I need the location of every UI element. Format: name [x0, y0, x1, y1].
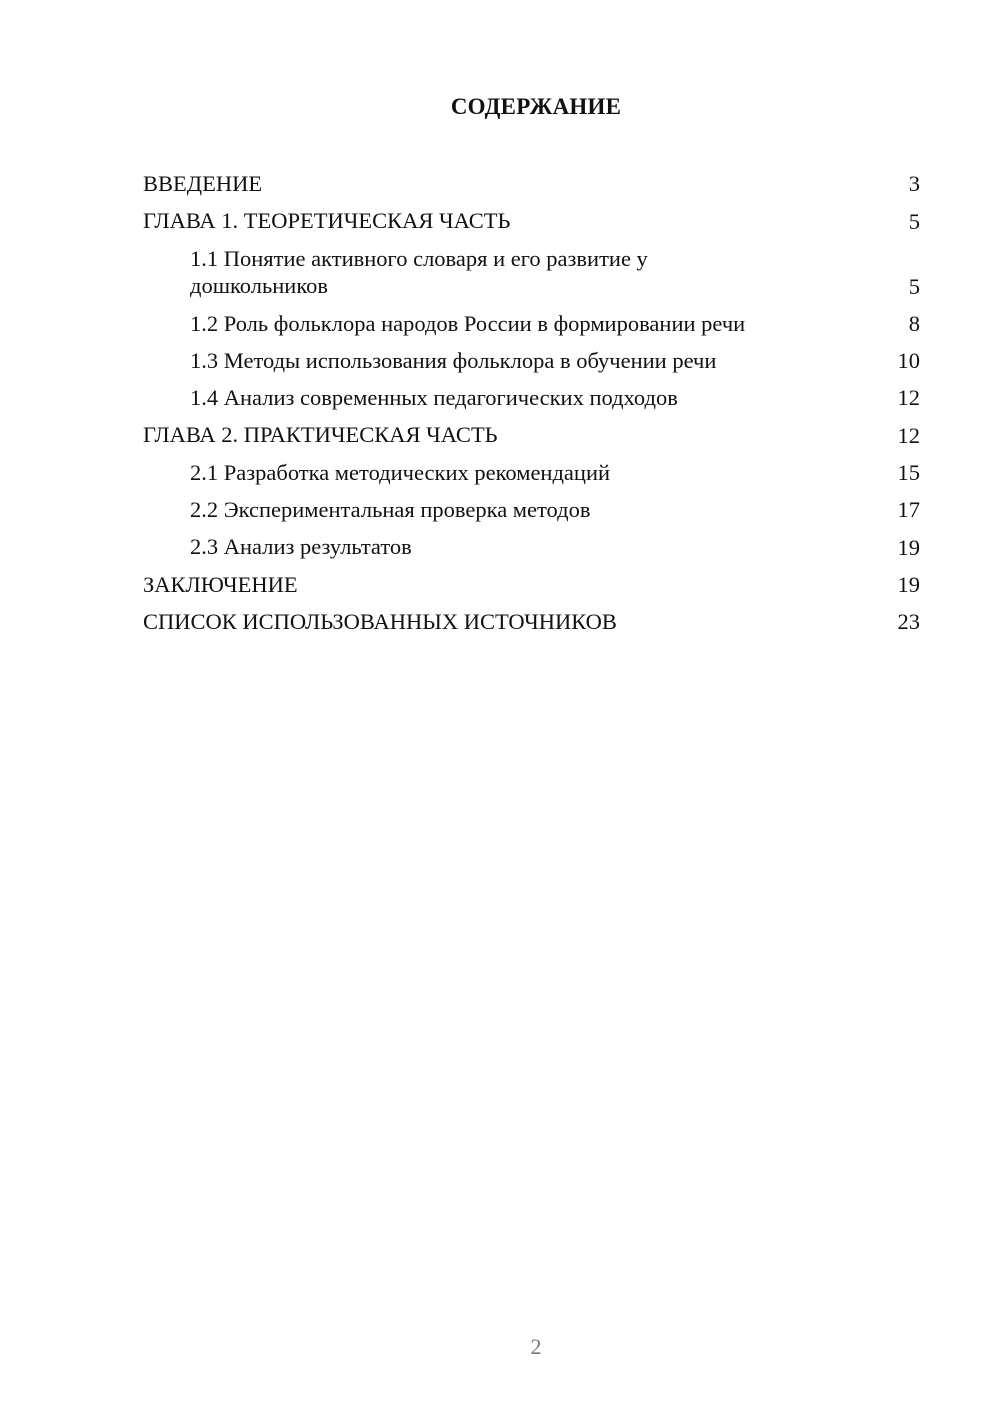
toc-entry-label: 2.3 Анализ результатов	[190, 534, 412, 560]
toc-entry-chapter-1[interactable]	[143, 207, 920, 244]
toc-entry-introduction[interactable]	[143, 170, 920, 207]
toc-entry-page: 19	[897, 571, 920, 597]
toc-entry-section-1-3[interactable]	[143, 347, 920, 384]
toc-entry-label: 1.3 Методы использования фольклора в обучении речи	[190, 347, 717, 373]
toc-entry-page: 8	[908, 310, 920, 336]
toc-entry-label: ЗАКЛЮЧЕНИЕ	[143, 571, 298, 597]
toc-entry-label: ГЛАВА 2. ПРАКТИЧЕСКАЯ ЧАСТЬ	[143, 422, 498, 448]
toc-entry-page: 10	[897, 348, 920, 374]
table-of-contents	[143, 170, 920, 645]
toc-entry-page: 5	[908, 208, 920, 234]
toc-entry-page: 23	[897, 609, 920, 635]
toc-entry-label: 1.4 Анализ современных педагогических подходов	[190, 385, 678, 411]
toc-entry-conclusion[interactable]	[143, 571, 920, 608]
toc-entry-chapter-2[interactable]	[143, 421, 920, 458]
toc-entry-references[interactable]	[143, 608, 920, 645]
toc-entry-page: 17	[897, 497, 920, 523]
toc-entry-page: 3	[908, 171, 920, 197]
toc-entry-label: ГЛАВА 1. ТЕОРЕТИЧЕСКАЯ ЧАСТЬ	[143, 208, 511, 234]
toc-entry-label: 2.1 Разработка методических рекомендаций	[190, 459, 611, 485]
toc-entry-section-2-2[interactable]	[143, 496, 920, 533]
toc-entry-label: 2.2 Экспериментальная проверка методов	[190, 497, 591, 523]
toc-entry-section-1-2[interactable]	[143, 310, 920, 347]
toc-entry-label: 1.2 Роль фольклора народов России в формировании речи	[190, 310, 746, 336]
toc-entry-section-1-1[interactable]	[143, 245, 920, 310]
toc-entry-section-2-3[interactable]	[143, 533, 920, 570]
toc-entry-label: ВВЕДЕНИЕ	[143, 171, 263, 196]
toc-entry-page: 5	[908, 273, 920, 299]
toc-title: СОДЕРЖАНИЕ	[450, 94, 622, 119]
toc-entry-page: 19	[897, 534, 920, 560]
page-number: 2	[530, 1334, 542, 1359]
toc-entry-page: 12	[897, 385, 920, 411]
toc-entry-label: СПИСОК ИСПОЛЬЗОВАННЫХ ИСТОЧНИКОВ	[143, 608, 617, 634]
toc-entry-page: 12	[897, 422, 920, 448]
toc-entry-section-2-1[interactable]	[143, 459, 920, 496]
toc-entry-section-1-4[interactable]	[143, 384, 920, 421]
toc-entry-label: 1.1 Понятие активного словаря и его развитие у дошкольников	[190, 245, 648, 298]
toc-entry-page: 15	[897, 460, 920, 486]
